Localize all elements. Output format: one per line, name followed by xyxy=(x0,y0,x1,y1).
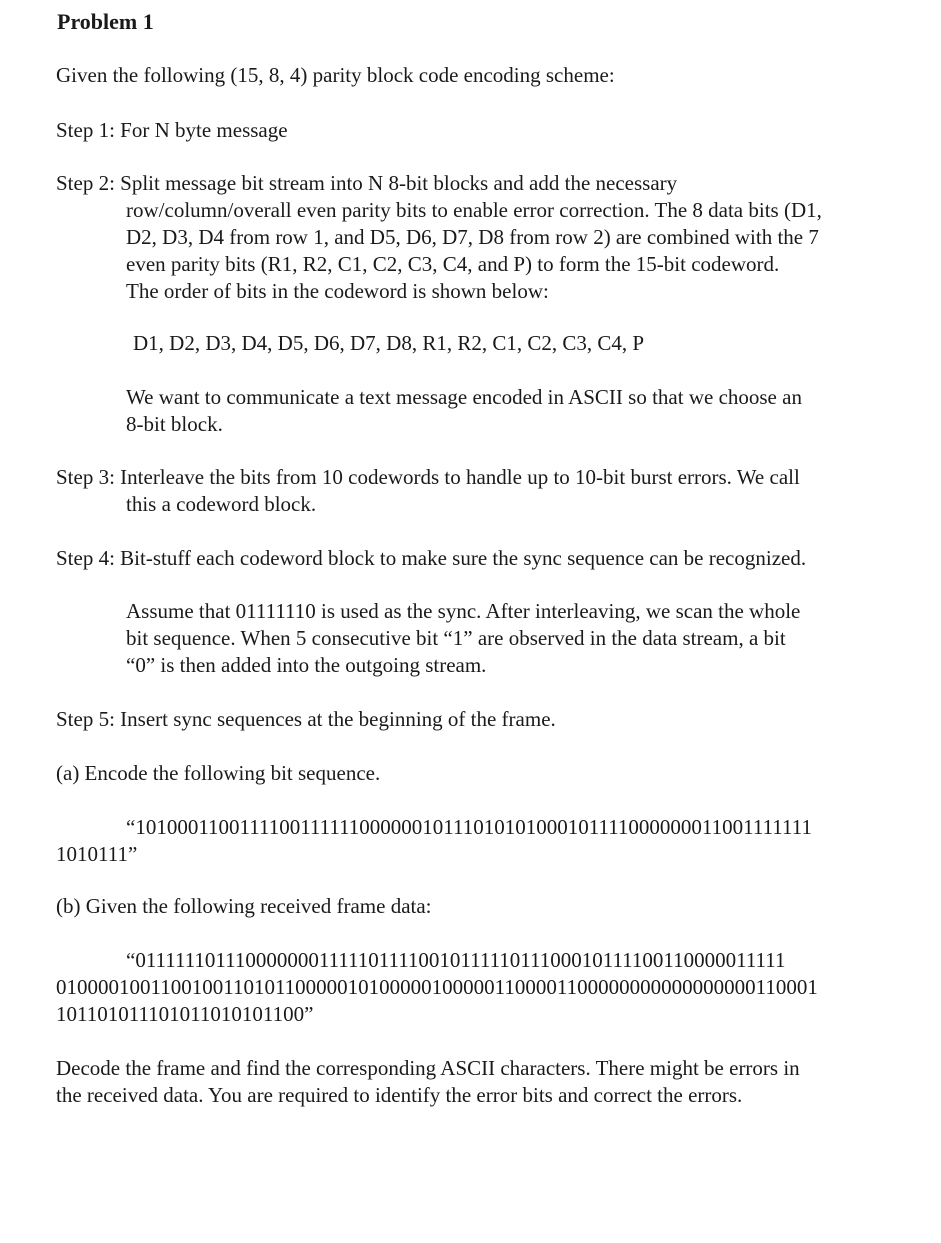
ascii-note xyxy=(126,384,916,438)
step2-continuation xyxy=(126,197,916,305)
part-b-bits-line-1: “0111111011100000001111101111001011111011100010111100110000011111 xyxy=(126,948,786,972)
step3-line-1: Step 3: Interleave the bits from 10 codewords to handle up to 10-bit burst errors. We call xyxy=(56,465,800,489)
part-b-bits-line-2: 0100001001100100110101100000101000001000001100001100000000000000000110001 xyxy=(56,975,818,999)
step5-text: Step 5: Insert sync sequences at the beginning of the frame. xyxy=(56,707,556,731)
step1-text: Step 1: For N byte message xyxy=(56,118,288,142)
part-a-bit-sequence xyxy=(56,814,916,868)
decode-line-2: the received data. You are required to identify the error bits and correct the errors. xyxy=(56,1083,743,1107)
step2-line-5: The order of bits in the codeword is shown below: xyxy=(126,279,549,303)
ascii-note-line-1: We want to communicate a text message encoded in ASCII so that we choose an xyxy=(126,385,802,409)
problem-intro: Given the following (15, 8, 4) parity block code encoding scheme: xyxy=(56,63,615,87)
step4-detail-line-3: “0” is then added into the outgoing stream. xyxy=(126,653,487,677)
step4-detail-line-1: Assume that 01111110 is used as the sync. After interleaving, we scan the whole xyxy=(126,599,801,623)
step3-block xyxy=(56,464,916,491)
part-b-bits-line-3: 101101011101011010101100” xyxy=(56,1002,314,1026)
step2-block xyxy=(56,170,916,197)
step2-line-2: row/column/overall even parity bits to enable error correction. The 8 data bits (D1, xyxy=(126,198,822,222)
part-a-bits-line-2: 1010111” xyxy=(56,842,138,866)
decode-line-1: Decode the frame and find the corresponding ASCII characters. There might be errors in xyxy=(56,1056,800,1080)
problem-title: Problem 1 xyxy=(57,9,154,34)
part-a-bits-line-1: “101000110011110011111100000010111010101000101111000000011001111111 xyxy=(126,815,812,839)
part-b-prompt: (b) Given the following received frame data: xyxy=(56,894,432,918)
step4-detail-line-2: bit sequence. When 5 consecutive bit “1” are observed in the data stream, a bit xyxy=(126,626,786,650)
step2-line-4: even parity bits (R1, R2, C1, C2, C3, C4, and P) to form the 15-bit codeword. xyxy=(126,252,780,276)
decode-instructions xyxy=(56,1055,916,1109)
step2-line-1: Step 2: Split message bit stream into N 8-bit blocks and add the necessary xyxy=(56,171,678,195)
step4-detail xyxy=(126,598,916,679)
part-b-bit-sequence xyxy=(56,947,916,1028)
codeword-order: D1, D2, D3, D4, D5, D6, D7, D8, R1, R2, C1, C2, C3, C4, P xyxy=(133,331,645,355)
step4-line: Step 4: Bit-stuff each codeword block to make sure the sync sequence can be recognized. xyxy=(56,546,807,570)
step3-continuation xyxy=(126,491,916,518)
step2-line-3: D2, D3, D4 from row 1, and D5, D6, D7, D8 from row 2) are combined with the 7 xyxy=(126,225,819,249)
step3-line-2: this a codeword block. xyxy=(126,492,317,516)
ascii-note-line-2: 8-bit block. xyxy=(126,412,223,436)
part-a-prompt: (a) Encode the following bit sequence. xyxy=(56,761,381,785)
